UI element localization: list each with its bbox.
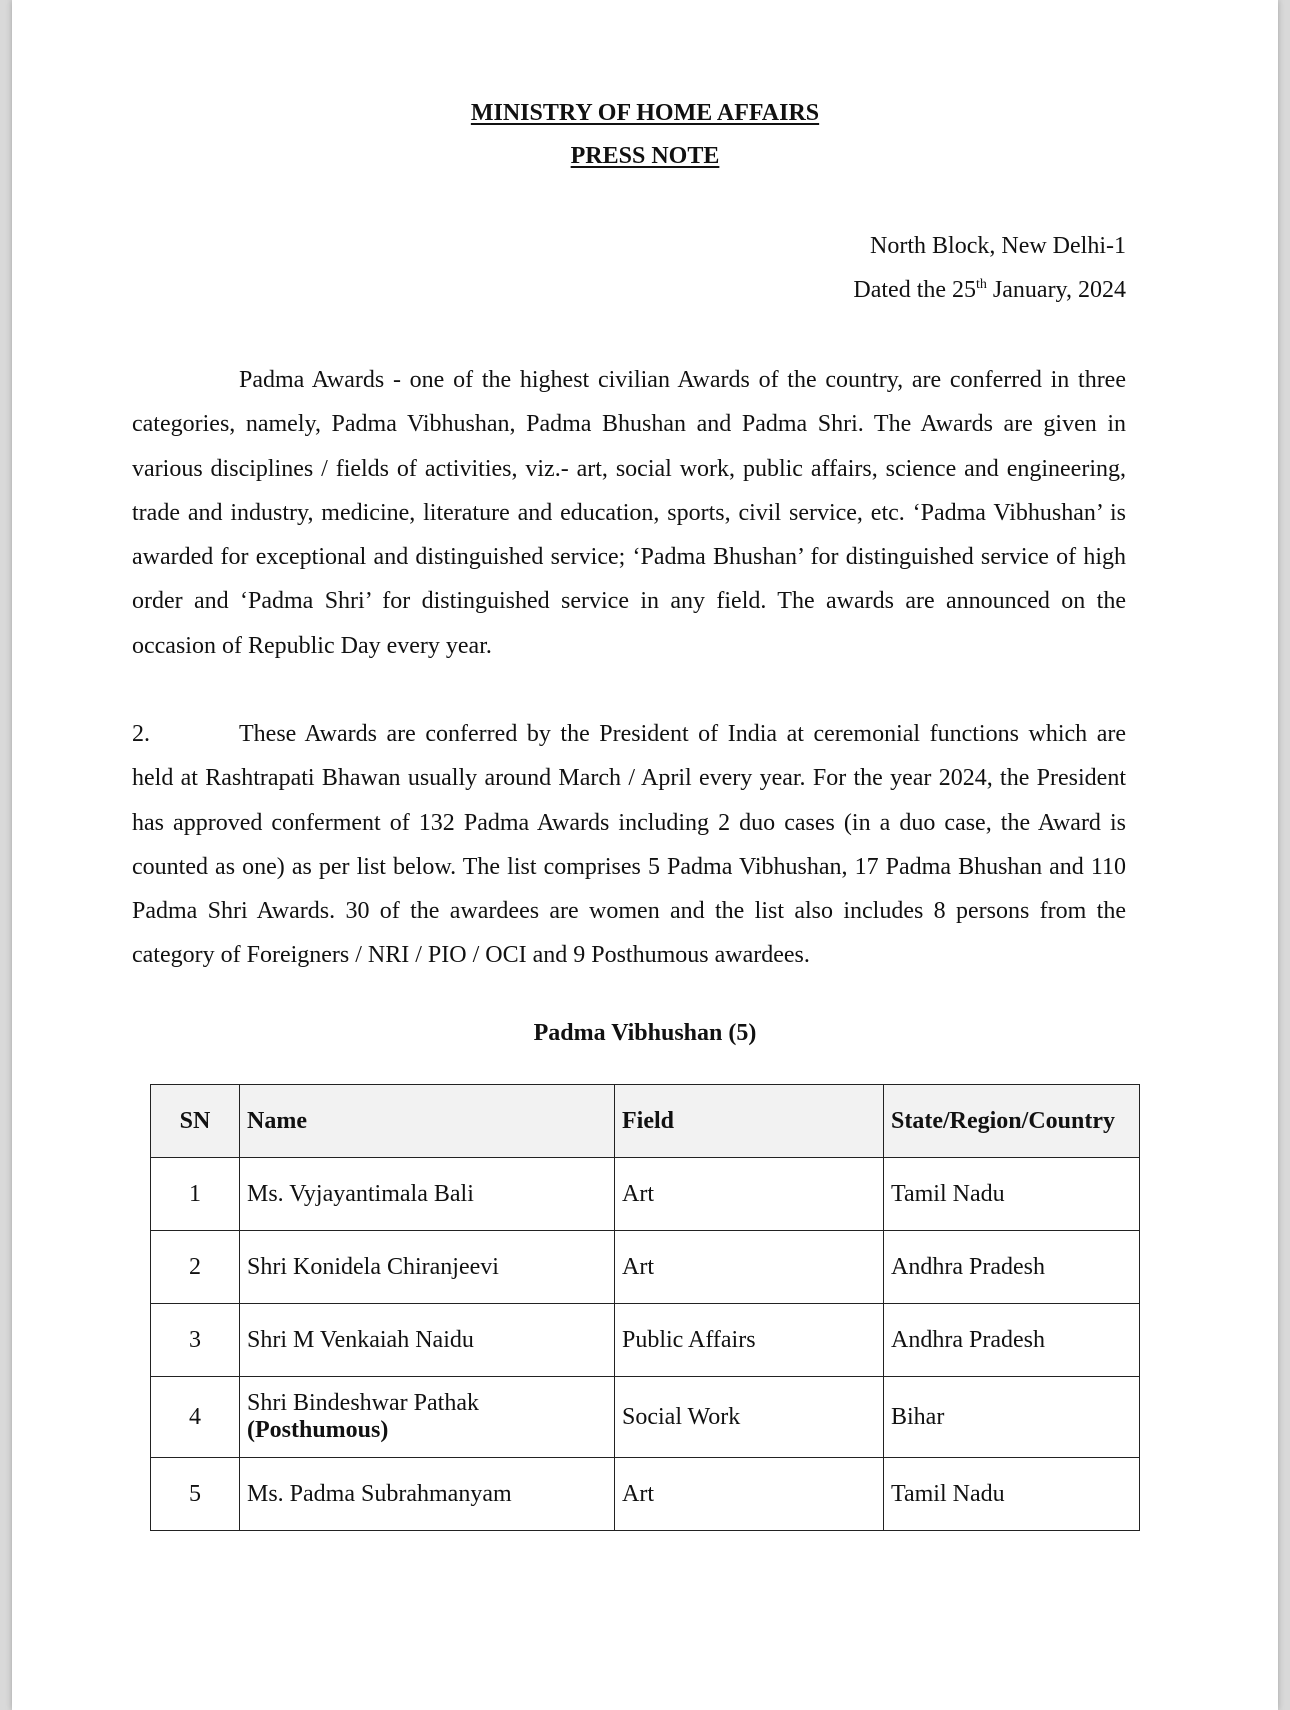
header-state: State/Region/Country [884,1085,1140,1158]
cell-sn: 3 [151,1304,240,1377]
cell-state: Tamil Nadu [884,1158,1140,1231]
paragraph-1: Padma Awards - one of the highest civilian Awards of the country, are conferred in three categories, namely, Padma Vibhushan, Padma Bhushan and Padma Shri. The Awards are given in various disciplines / fields of activities, viz.- art, social work, public affairs, science and engineering, trade and industry, medicine, literature and education, sports, civil service, etc. ‘Padma Vibhushan’ is awarded for exceptional and distinguished service; ‘Padma Bhushan’ for distinguished service of high order and ‘Padma Shri’ for distinguished service in any field. The awards are announced on the occasion of Republic Day every year. [132,367,1126,659]
header-field: Field [615,1085,884,1158]
press-note-heading: PRESS NOTE [570,143,720,169]
awards-table [150,1084,1140,1531]
cell-field: Art [615,1158,884,1231]
cell-name: Ms. Vyjayantimala Bali [240,1158,615,1231]
table-row [151,1377,1140,1458]
cell-field: Art [615,1458,884,1531]
posthumous-note: (Posthumous) [247,1417,389,1443]
table-title: Padma Vibhushan (5) [533,1020,757,1046]
cell-name: Ms. Padma Subrahmanyam [240,1458,615,1531]
paragraph-2: 2. These Awards are conferred by the President of India at ceremonial functions which are held at Rashtrapati Bhawan usually around March / April every year. For the year 2024, the President has approved conferment of 132 Padma Awards including 2 duo cases (in a duo case, the Award is counted as one) as per list below. The list comprises 5 Padma Vibhushan, 17 Padma Bhushan and 110 Padma Shri Awards. 30 of the awardees are women and the list also includes 8 persons from the category of Foreigners / NRI / PIO / OCI and 9 Posthumous awardees. [132,712,1126,978]
cell-field: Art [615,1231,884,1304]
header-name: Name [240,1085,615,1158]
cell-state: Andhra Pradesh [884,1304,1140,1377]
ministry-heading: MINISTRY OF HOME AFFAIRS [470,100,820,126]
table-row [151,1304,1140,1377]
cell-name: Shri Bindeshwar Pathak (Posthumous) [240,1377,615,1458]
cell-field: Public Affairs [615,1304,884,1377]
table-row [151,1158,1140,1231]
cell-sn: 5 [151,1458,240,1531]
cell-sn: 2 [151,1231,240,1304]
address-line: North Block, New Delhi-1 [870,233,1126,259]
cell-field: Social Work [615,1377,884,1458]
cell-state: Tamil Nadu [884,1458,1140,1531]
cell-name: Shri Konidela Chiranjeevi [240,1231,615,1304]
header-sn: SN [151,1085,240,1158]
cell-sn: 1 [151,1158,240,1231]
cell-state: Bihar [884,1377,1140,1458]
table-row [151,1231,1140,1304]
cell-state: Andhra Pradesh [884,1231,1140,1304]
table-row [151,1458,1140,1531]
table-header-row [151,1085,1140,1158]
paragraph-number: 2. [132,721,150,747]
cell-name: Shri M Venkaiah Naidu [240,1304,615,1377]
cell-sn: 4 [151,1377,240,1458]
date-line: Dated the 25th January, 2024 [853,277,1126,303]
